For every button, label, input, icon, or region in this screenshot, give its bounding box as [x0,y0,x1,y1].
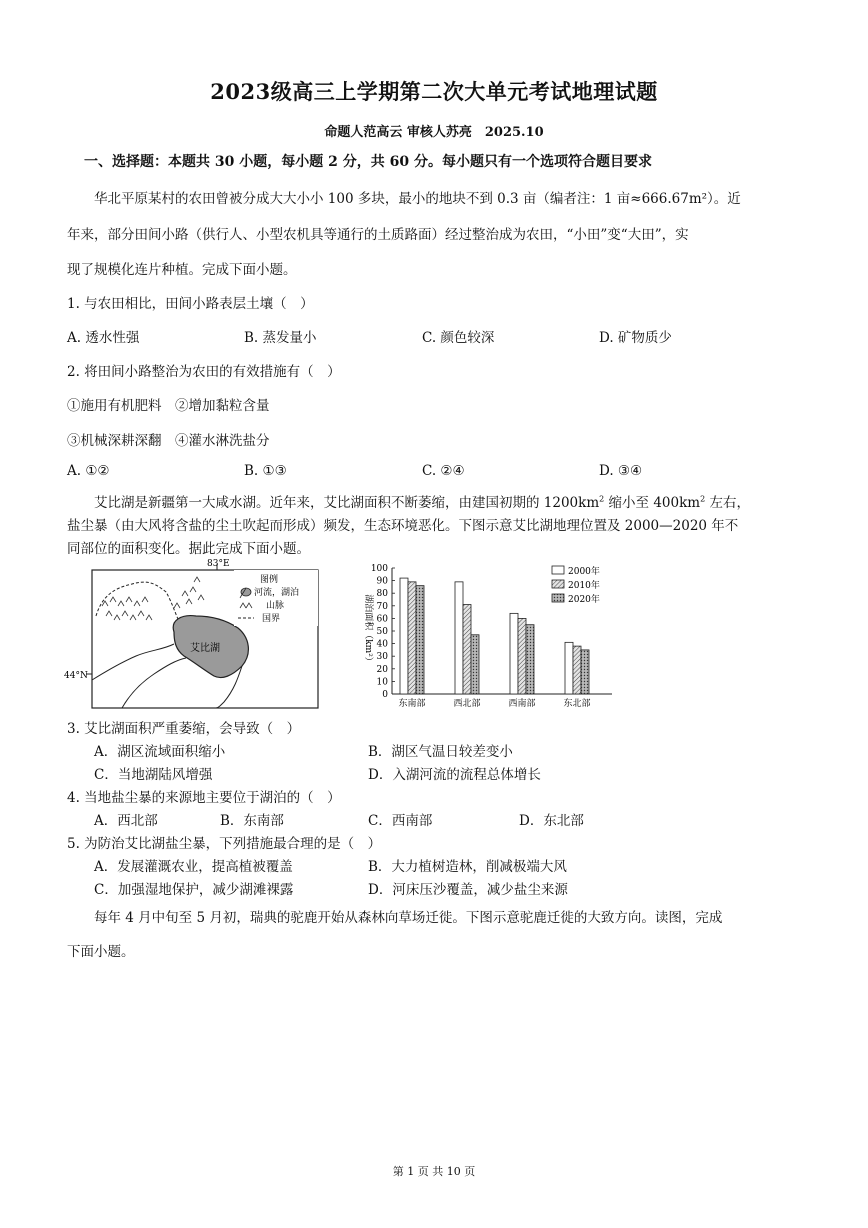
chart-bar [455,582,463,694]
chart-legend-label: 2010年 [568,581,600,591]
q5-option-a[interactable]: A．发展灌溉农业，提高植被覆盖 [94,859,293,875]
q2-option-b[interactable]: B. ①③ [244,463,287,479]
passage2-line2: 盐尘暴（由大风将含盐的尘土吹起而形成）频发，生态环境恶化。下图示意艾比湖地理位置及 2000—2020 年不 [67,518,739,534]
q1-option-b[interactable]: B. 蒸发量小 [244,330,317,346]
q3-option-d[interactable]: D．入湖河流的流程总体增长 [368,767,541,783]
chart-category-label: 东北部 [563,699,591,709]
chart-category-label: 东南部 [398,699,426,709]
q2-option-d[interactable]: D. ③④ [599,463,643,479]
q1-option-a[interactable]: A. 透水性强 [67,330,140,346]
q1-option-d[interactable]: D. 矿物质少 [599,330,672,346]
q4-stem: 4. 当地盐尘暴的来源地主要位于湖泊的（ ） [67,790,341,806]
chart-category-label: 西北部 [453,699,481,709]
q5-option-b[interactable]: B．大力植树造林，削减极端大风 [368,859,567,875]
chart-legend-swatch [552,580,564,588]
chart-legend-swatch [552,566,564,574]
q2-option-a[interactable]: A. ①② [67,463,110,479]
chart-y-tick-label: 90 [376,576,388,587]
q2-items-2: ③机械深耕深翻 ④灌水淋洗盐分 [67,433,270,449]
map-longitude-label: 83°E [207,559,230,569]
chart-y-tick-label: 70 [376,601,388,612]
chart-y-tick-label: 50 [376,627,388,637]
q1-option-c[interactable]: C. 颜色较深 [422,330,495,346]
q4-option-b[interactable]: B．东南部 [220,813,284,829]
chart-legend-swatch [552,594,564,602]
chart-bar [400,578,408,694]
section-heading: 一、选择题：本题共 30 小题，每小题 2 分，共 60 分。每小题只有一个选项符合题目要求 [84,154,652,170]
q1-stem: 1. 与农田相比，田间小路表层土壤（ ） [67,296,314,312]
q2-stem: 2. 将田间小路整治为农田的有效措施有（ ） [67,364,341,380]
chart-y-tick-label: 20 [376,664,388,675]
passage1-line3: 现了规模化连片种植。完成下面小题。 [67,262,297,278]
q5-option-c[interactable]: C．加强湿地保护，减少湖滩裸露 [94,882,294,898]
q3-option-a[interactable]: A．湖区流域面积缩小 [94,744,226,760]
chart-legend-label: 2000年 [568,567,600,577]
q3-option-b[interactable]: B．湖区气温日较差变小 [368,744,513,760]
legend-border: 国界 [262,614,281,624]
passage2-line1: 艾比湖是新疆第一大咸水湖。近年来，艾比湖面积不断萎缩，由建国初期的 $1200km^2$ 缩小至 $400km^2$ 左右， [94,494,750,511]
chart-legend-label: 2020年 [568,595,600,605]
q2-items-1: ①施用有机肥料 ②增加黏粒含量 [67,398,270,414]
chart-y-tick-label: 100 [370,564,388,574]
chart-bar [573,646,581,694]
q3-option-c[interactable]: C．当地湖陆风增强 [94,767,213,783]
passage1-line2: 年来，部分田间小路（供行人、小型农机具等通行的土质路面）经过整治成为农田，“小田”变“大田”，实 [67,227,689,243]
page-title: 2023级高三上学期第二次大单元考试地理试题 [210,79,658,104]
chart-ylabel: 湖泊面积（km²） [363,594,373,666]
legend-lake-symbol [241,588,251,596]
chart-y-tick-label: 30 [376,652,388,663]
passage3-line1: 每年 4 月中旬至 5 月初，瑞典的驼鹿开始从森林向草场迁徙。下图示意驼鹿迁徙的大致方向。读图，完成 [94,910,723,926]
chart-y-tick-label: 40 [376,639,388,650]
chart-bar [408,582,416,694]
chart-bar [526,625,534,694]
legend-title: 图例 [260,575,279,585]
passage1-line1: 华北平原某村的农田曾被分成大大小小 100 多块，最小的地块不到 0.3 亩（编者注：1 亩≈666.67m²）。近 [94,191,741,207]
map-lake-label: 艾比湖 [190,643,220,654]
chart-bar [581,650,589,694]
legend-mountain: 山脉 [266,601,285,611]
chart-bar [565,642,573,694]
ebinur-lake-map [62,558,322,710]
q3-stem: 3. 艾比湖面积严重萎缩，会导致（ ） [67,721,301,737]
lake-area-bar-chart [352,560,617,710]
page-subtitle: 命题人范高云 审核人苏亮 2025.10 [324,125,544,140]
q2-option-c[interactable]: C. ②④ [422,463,465,479]
chart-bar [518,618,526,694]
chart-y-tick-label: 80 [376,589,388,600]
chart-bar [416,586,424,694]
chart-y-tick-label: 10 [376,677,388,688]
chart-y-tick-label: 0 [382,690,388,700]
passage3-line2: 下面小题。 [67,944,135,960]
map-latitude-label: 44°N [64,671,88,681]
q4-option-c[interactable]: C．西南部 [368,813,433,829]
q4-option-d[interactable]: D．东北部 [519,813,584,829]
chart-bar [510,613,518,694]
q5-option-d[interactable]: D．河床压沙覆盖，减少盐尘来源 [368,882,568,898]
q5-stem: 5. 为防治艾比湖盐尘暴，下列措施最合理的是（ ） [67,836,382,852]
page-number: 第 1 页 共 10 页 [392,1165,476,1178]
chart-bar [463,605,471,694]
q4-option-a[interactable]: A．西北部 [94,813,158,829]
chart-category-label: 西南部 [508,699,536,709]
passage2-line3: 同部位的面积变化。据此完成下面小题。 [67,541,310,557]
chart-bar [471,635,479,694]
chart-y-tick-label: 60 [376,614,388,625]
legend-river-lake: 河流，湖泊 [254,588,300,598]
